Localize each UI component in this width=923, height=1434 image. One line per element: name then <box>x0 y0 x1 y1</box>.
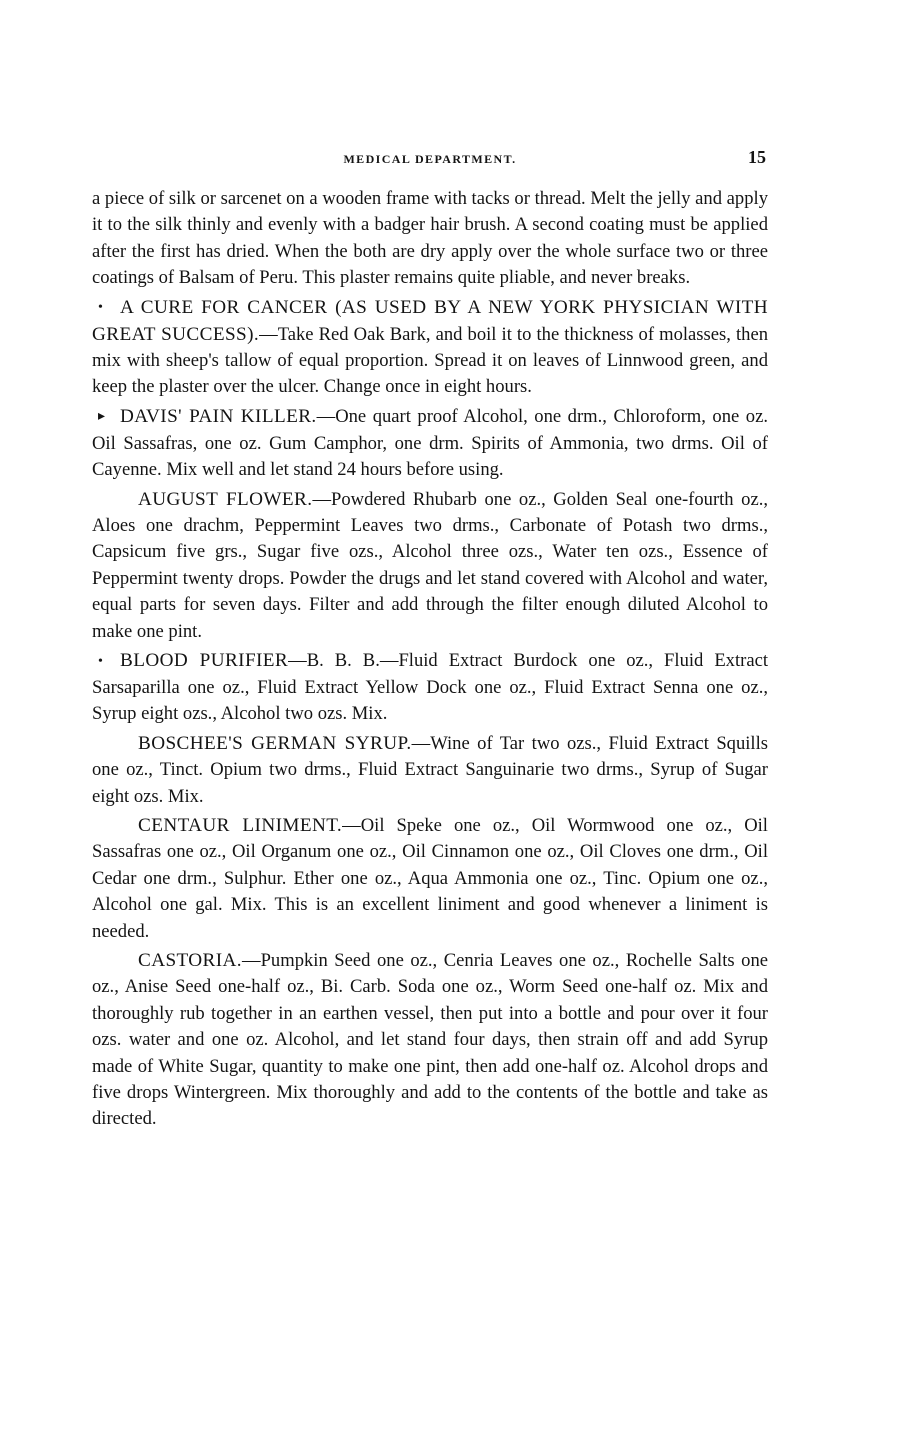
paragraph-continuation <box>92 186 768 292</box>
recipe-blood-purifier <box>92 648 768 728</box>
recipe-text: —One quart proof Alcohol, one drm., Chloroform, one oz. Oil Sassafras, one oz. Gum Camphor, one drm. Spirits of Ammonia, two drms. Oil of Cayenne. Mix well and let stand 24 hours before using. <box>92 405 768 481</box>
arrow-mark-icon: ▸ <box>98 409 106 425</box>
recipe-heading: CENTAUR LINIMENT. <box>138 814 343 836</box>
body-text <box>92 186 768 1136</box>
recipe-davis-pain-killer <box>92 404 768 484</box>
bullet-mark-icon: • <box>98 300 103 316</box>
recipe-castoria <box>92 948 768 1133</box>
bullet-mark-icon: • <box>98 653 103 669</box>
running-head <box>92 148 768 172</box>
recipe-heading: A CURE FOR CANCER (AS USED BY A NEW YORK PHYSICIAN WITH GREAT SUCCESS). <box>92 296 768 345</box>
header-title: MEDICAL DEPARTMENT. <box>343 152 517 166</box>
paragraph-text: a piece of silk or sarcenet on a wooden frame with tacks or thread. Melt the jelly and apply it to the silk thinly and evenly with a badger hair brush. A second coating must be applied after the first has dried. When the both are dry apply over the whole surface two or three coatings of Balsam of Peru. This plaster remains quite pliable, and never breaks. <box>92 188 768 289</box>
recipe-august-flower <box>92 487 768 645</box>
recipe-heading: BLOOD PURIFIER <box>120 649 289 671</box>
recipe-heading: BOSCHEE'S GERMAN SYRUP. <box>138 732 412 754</box>
recipe-text: —Pumpkin Seed one oz., Cenria Leaves one oz., Rochelle Salts one oz., Anise Seed one-half oz., Bi. Carb. Soda one oz., Worm Seed one-half oz. Mix and thoroughly rub together in an earthen vessel, then put into a bottle and pour over it four ozs. water and one oz. Alcohol, and let stand four days, then strain off and add Syrup made of White Sugar, quantity to make one pint, then add one-half oz. Alcohol drops and five drops Wintergreen. Mix thoroughly and add to the contents of the bottle and take as directed. <box>92 949 768 1130</box>
recipe-text: —B. B. B.—Fluid Extract Burdock one oz., Fluid Extract Sarsaparilla one oz., Fluid Extract Yellow Dock one oz., Fluid Extract Senna one oz., Syrup eight ozs., Alcohol two ozs. Mix. <box>92 649 769 725</box>
recipe-heading: AUGUST FLOWER. <box>138 488 313 510</box>
recipe-text: —Powdered Rhubarb one oz., Golden Seal one-fourth oz., Aloes one drachm, Peppermint Leaves two drms., Carbonate of Potash two drms., Capsicum five grs., Sugar five ozs., Alcohol three ozs., Water ten ozs., Essence of Peppermint twenty drops. Powder the drugs and let stand covered with Alcohol and water, equal parts for seven days. Filter and add through the filter enough diluted Alcohol to make one pint. <box>92 488 768 642</box>
recipe-text: —Wine of Tar two ozs., Fluid Extract Squills one oz., Tinct. Opium two drms., Fluid Extract Sanguinarie two drms., Syrup of Sugar eight ozs. Mix. <box>92 732 769 807</box>
recipe-heading: CASTORIA. <box>138 949 242 971</box>
recipe-boschees-german-syrup <box>92 731 768 810</box>
recipe-centaur-liniment <box>92 813 768 945</box>
recipe-text: —Take Red Oak Bark, and boil it to the thickness of molasses, then mix with sheep's tallow of equal proportion. Spread it on leaves of Linnwood green, and keep the plaster over the ulcer. Change once in eight hours. <box>92 323 769 398</box>
page-number: 15 <box>748 147 766 167</box>
recipe-text: —Oil Speke one oz., Oil Wormwood one oz., Oil Sassafras one oz., Oil Organum one oz., Oil Cinnamon one oz., Oil Cloves one drm., Oil Cedar one drm., Sulphur. Ether one oz., Aqua Ammonia one oz., Tinc. Opium one oz., Alcohol one gal. Mix. This is an excellent liniment and good whenever a liniment is needed. <box>92 814 768 942</box>
recipe-heading: DAVIS' PAIN KILLER. <box>120 405 317 427</box>
recipe-cancer-cure <box>92 295 768 401</box>
